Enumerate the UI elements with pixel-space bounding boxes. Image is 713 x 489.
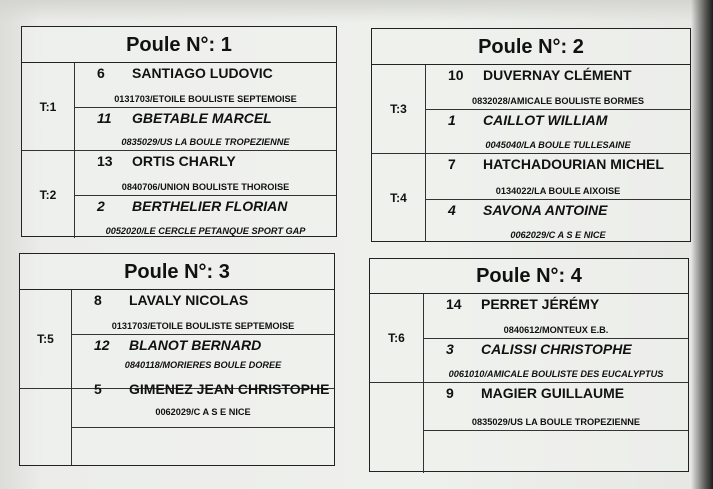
player-row [75, 63, 336, 107]
player-number: 4 [448, 202, 456, 218]
player-club: 0045040/LA BOULE TULLESAINE [485, 140, 631, 150]
player-name: CALISSI CHRISTOPHE [481, 341, 632, 357]
player-club: 0131703/ETOILE BOULISTE SEPTEMOISE [114, 94, 297, 104]
poule-4-match-2 [370, 382, 688, 473]
player-name: BLANOT BERNARD [129, 337, 262, 353]
player-number: 10 [448, 67, 464, 83]
player-row [424, 294, 688, 338]
player-name: SAVONA ANTOINE [483, 202, 608, 218]
player-row [72, 334, 334, 388]
player-number: 3 [446, 341, 454, 357]
poule-4-title: Poule N°: 4 [370, 259, 688, 294]
player-number: 2 [97, 198, 105, 214]
player-row [72, 290, 334, 334]
player-name: MAGIER GUILLAUME [481, 385, 625, 401]
player-club: 0134022/LA BOULE AIXOISE [495, 186, 621, 196]
player-name: SANTIAGO LUDOVIC [132, 65, 273, 81]
player-name: HATCHADOURIAN MICHEL [483, 156, 664, 172]
player-number: 13 [97, 153, 113, 169]
player-row [75, 151, 336, 195]
poule-2-match-1 [372, 65, 690, 153]
player-name: CAILLOT WILLIAM [483, 112, 608, 128]
poule-2-title: Poule N°: 2 [372, 29, 690, 65]
player-row-empty [424, 430, 688, 474]
poule-1-title: Poule N°: 1 [22, 27, 336, 63]
player-row [426, 199, 690, 243]
table-label: T:4 [372, 154, 426, 242]
player-name: PERRET JÉRÉMY [481, 296, 600, 312]
top-shadow [0, 0, 713, 22]
poule-2-box [371, 28, 691, 242]
player-row [426, 109, 690, 153]
player-row [426, 65, 690, 109]
player-number: 9 [446, 385, 454, 401]
poule-4-match-1 [370, 294, 688, 382]
player-number: 5 [94, 381, 102, 397]
poule-3-match-2 [20, 381, 334, 465]
player-row [75, 107, 336, 150]
player-name: BERTHELIER FLORIAN [132, 198, 288, 214]
player-number: 14 [446, 296, 462, 312]
player-club: 0062029/C A S E NICE [510, 230, 606, 240]
player-name: ORTIS CHARLY [132, 153, 236, 169]
player-club: 0840118/MORIERES BOULE DOREE [124, 360, 282, 370]
player-club: 0840706/UNION BOULISTE THOROISE [121, 182, 290, 192]
player-club: 0061010/AMICALE BOULISTE DES EUCALYPTUS [448, 369, 664, 379]
player-number: 12 [94, 337, 110, 353]
poule-3-match-1 [20, 290, 334, 388]
poule-1-box [21, 26, 337, 237]
poule-1-match-2 [22, 150, 336, 238]
player-row [75, 195, 336, 239]
player-club: 0840612/MONTEUX E.B. [503, 325, 609, 335]
table-label: T:5 [20, 290, 72, 388]
poule-4-box [369, 258, 689, 472]
player-name: GIMENEZ JEAN CHRISTOPHE [129, 381, 330, 397]
table-label [20, 389, 72, 465]
player-name: LAVALY NICOLAS [129, 292, 249, 308]
player-row [424, 338, 688, 382]
player-club: 0052020/LE CERCLE PETANQUE SPORT GAP [105, 226, 306, 236]
player-number: 8 [94, 292, 102, 308]
player-name: GBETABLE MARCEL [132, 110, 272, 126]
poule-2-match-2 [372, 153, 690, 242]
player-row-empty [72, 427, 334, 466]
table-label [370, 383, 424, 473]
player-row [426, 154, 690, 199]
player-number: 1 [448, 112, 456, 128]
player-name: DUVERNAY CLÉMENT [483, 67, 632, 83]
table-label: T:2 [22, 151, 75, 238]
table-label: T:1 [22, 63, 75, 150]
player-number: 7 [448, 156, 456, 172]
player-number: 6 [97, 65, 105, 81]
player-club: 0832028/AMICALE BOULISTE BORMES [471, 96, 645, 106]
poule-1-match-1 [22, 63, 336, 150]
table-label: T:6 [370, 294, 424, 382]
player-club: 0131703/ETOILE BOULISTE SEPTEMOISE [111, 321, 295, 331]
poule-3-box [19, 253, 335, 466]
player-club: 0062029/C A S E NICE [155, 407, 251, 417]
poule-3-title: Poule N°: 3 [20, 254, 334, 290]
table-label: T:3 [372, 65, 426, 153]
player-row [72, 381, 334, 427]
right-shadow [691, 0, 713, 489]
player-club: 0835029/US LA BOULE TROPEZIENNE [471, 417, 641, 427]
player-club: 0835029/US LA BOULE TROPEZIENNE [121, 137, 290, 147]
player-row [424, 383, 688, 430]
player-number: 11 [97, 110, 112, 126]
